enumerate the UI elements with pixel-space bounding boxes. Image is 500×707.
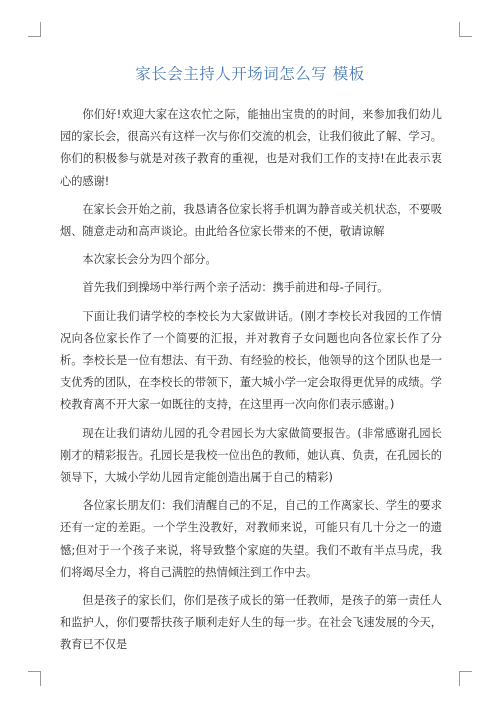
crop-mark-top-right	[459, 22, 472, 37]
paragraph-parents-role: 但是孩子的家长们，你们是孩子成长的第一任教师，是孩子的第一责任人和监护人，你们要帮扶孩子顺利走好人生的每一步。在社会飞速发展的今天，教育已不仅是	[60, 594, 442, 652]
document-title: 家长会主持人开场词怎么写 模板	[135, 65, 365, 83]
crop-mark-bottom-right	[459, 671, 472, 686]
document-body	[60, 104, 442, 663]
paragraph-phone-notice: 在家长会开始之前，我恳请各位家长将手机调为静音或关机状态，不要吸烟、随意走动和高声谈论。由此给各位家长带来的不便，敬请谅解	[60, 202, 442, 239]
crop-mark-top-left	[28, 22, 41, 37]
paragraph-shortcomings: 各位家长朋友们：我们清醒自己的不足，自己的工作离家长、学生的要求还有一定的差距。一个学生没教好，对教师来说，可能只有几十分之一的遗憾;但对于一个孩子来说，将导致整个家庭的失望。我们不敢有半点马虎，我们将竭尽全力，将自己满腔的热情倾注到工作中去。	[60, 499, 442, 579]
paragraph-parent-child-activity: 首先我们到操场中举行两个亲子活动：携手前进和母-子同行。	[82, 281, 389, 295]
crop-mark-bottom-left	[28, 671, 41, 686]
paragraph-agenda: 本次家长会分为四个部分。	[82, 253, 217, 267]
paragraph-kindergarten-report: 现在让我们请幼儿园的孔令君园长为大家做简要报告。(非常感谢孔园长刚才的精彩报告。孔园长是我校一位出色的教师，她认真、负责，在孔园长的领导下，大城小学幼儿园肯定能创造出属于自己的精彩)	[60, 426, 442, 485]
paragraph-principal-speech: 下面让我们请学校的李校长为大家做讲话。(刚才李校长对我园的工作情况向各位家长作了一个简要的汇报，并对教育子女问题也向各位家长作了分析。李校长是一位有想法、有干劲、有经验的校长，他领导的这个团队也是一支优秀的团队，在李校长的带领下，董大城小学一定会取得更优异的成绩。学校教育离不开大家一如既往的支持，在这里再一次向你们表示感谢。)	[60, 309, 442, 412]
paragraph-welcome: 你们好!欢迎大家在这农忙之际，能抽出宝贵的的时间，来参加我们幼儿园的家长会，很高兴有这样一次与你们交流的机会，让我们彼此了解、学习。你们的积极参与就是对孩子教育的重视，也是对我们工作的支持!在此表示衷心的感谢!	[60, 108, 442, 188]
